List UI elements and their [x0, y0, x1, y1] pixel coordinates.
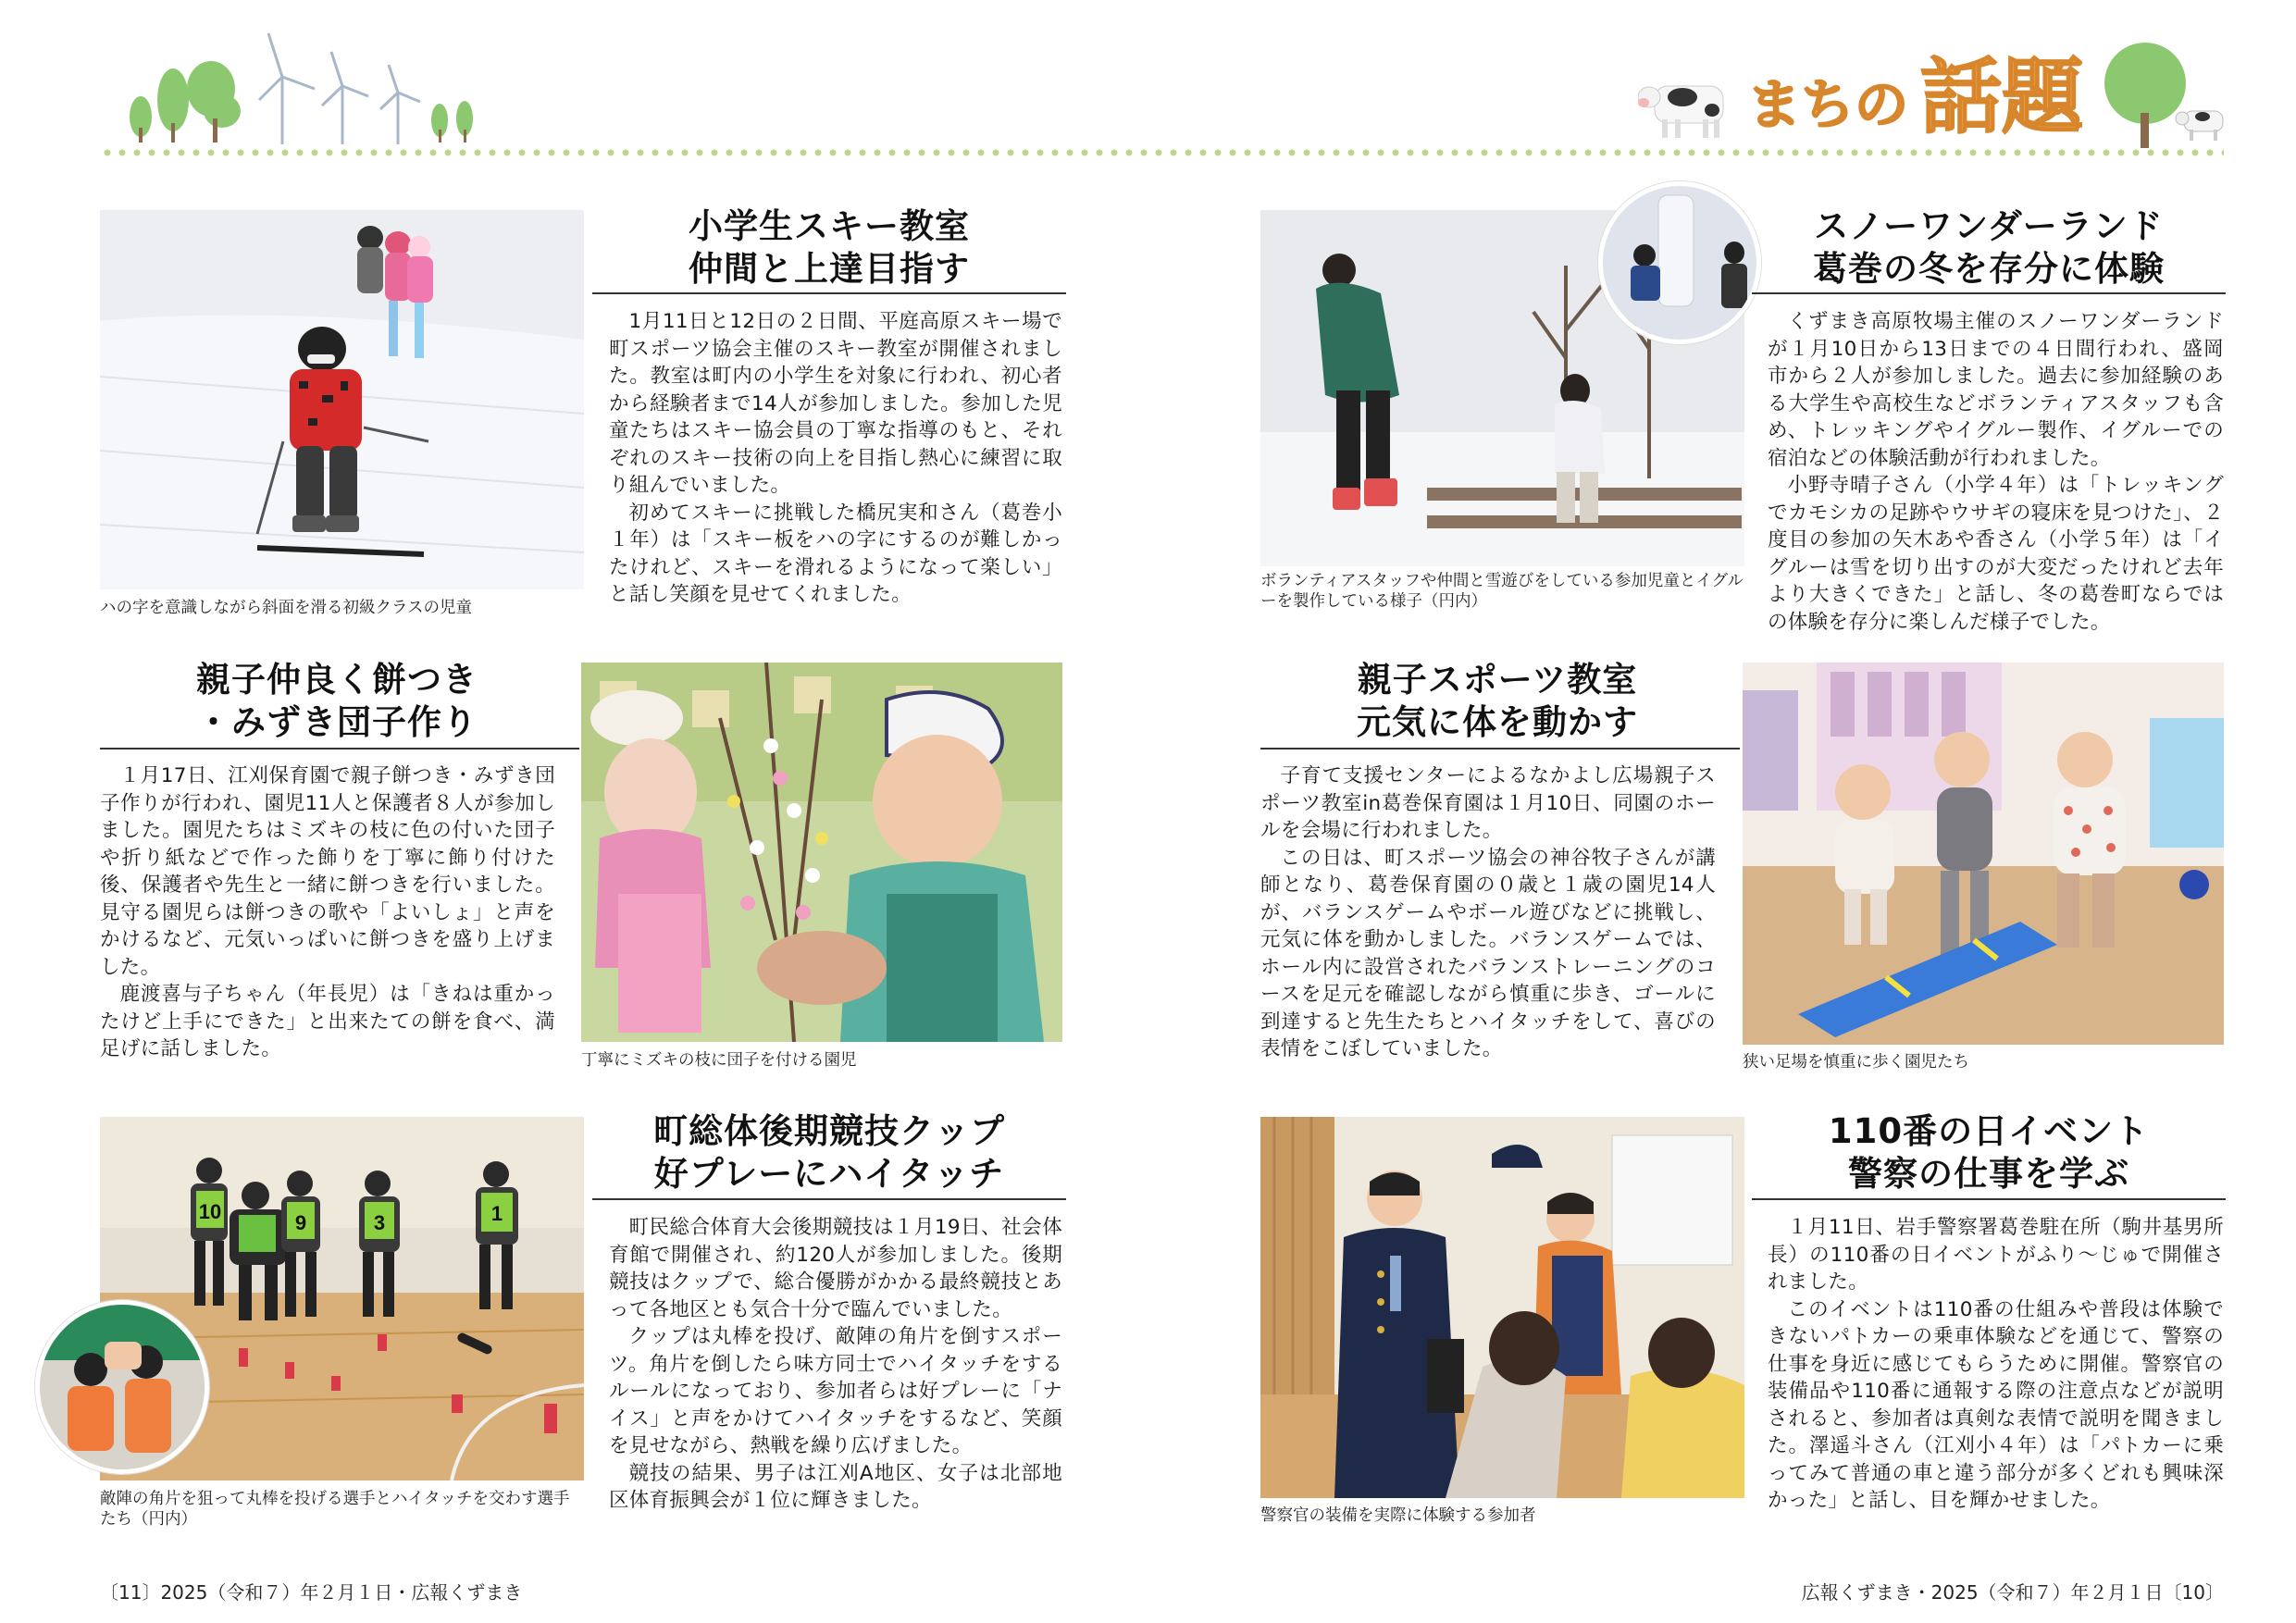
police-paragraph: このイベントは110番の仕組みや普段は体験できないパトカーの乗車体験などを通じて、警察の仕事を身近に感じてもらうために開催。警察官の装備品や110番に通報する際の注意点などが説明されると、参加者は真剣な表情で説明を聞きました。澤遥斗さん（江刈小４年）は「パトカーに乗ってみて普通の車と違う部分が多くどれも興味深かった」と話し、目を輝かせました。	[1768, 1297, 2224, 1512]
kupp-paragraph: 競技の結果、男子は江刈A地区、女子は北部地区体育振興会が１位に輝きました。	[609, 1461, 1062, 1512]
mochi-paragraph: １月17日、江刈保育園で親子餅つき・みずき団子作りが行われ、園児11人と保護者８人が参加しました。園児たちはミズキの枝に色の付いた団子や折り紙などで作った飾りを丁寧に飾り付けた後、保護者や先生と一緒に餅つきを行いました。見守る園児らは餅つきの歌や「よいしょ」と声をかけるなど、元気いっぱいに餅つきを盛り上げました。	[100, 764, 555, 979]
mochi-title-line2: ・みずき団子作り	[196, 702, 478, 742]
sports-title	[1260, 659, 1734, 744]
kupp-inset-photo	[35, 1300, 209, 1474]
kupp-body	[609, 1214, 1062, 1515]
sports-paragraph: 子育て支援センターによるなかよし広場親子スポーツ教室in葛巻保育園は１月10日、同園のホールを会場に行われました。	[1260, 764, 1716, 842]
kupp-title-line2: 好プレーにハイタッチ	[653, 1154, 1005, 1194]
police-paragraph: １月11日、岩手警察署葛巻駐在所（駒井基男所長）の110番の日イベントがふり～じゅで開催されました。	[1768, 1216, 2224, 1294]
bib-number: 9	[294, 1211, 307, 1234]
ski-body	[609, 308, 1062, 609]
header-small-cow-icon	[2175, 102, 2230, 143]
kupp-caption: 敵陣の角片を狙って丸棒を投げる選手とハイタッチを交わす選手たち（円内）	[100, 1490, 570, 1529]
kupp-paragraph: クップは丸棒を投げ、敵陣の角片を倒すスポーツ。角片を倒したら味方同士でハイタッチをするルールになっており、参加者らは好プレーに「ナイス」と声をかけてハイタッチをするなど、笑顔を見せながら、熱戦を繰り広げました。	[609, 1325, 1062, 1457]
sports-body	[1260, 762, 1716, 1063]
header-title-main: 話題	[1920, 49, 2084, 144]
kupp-title-line1: 町総体後期競技クップ	[653, 1111, 1005, 1151]
ski-title-rule	[592, 292, 1066, 294]
trees-windmills-icon	[120, 26, 500, 146]
police-title	[1752, 1110, 2226, 1196]
bib-number: 10	[198, 1200, 222, 1223]
snow-title-line1: スノーワンダーランド	[1814, 206, 2164, 246]
snow-title	[1752, 205, 2226, 291]
mochi-photo	[581, 663, 1062, 1042]
snow-body	[1768, 308, 2224, 636]
kupp-paragraph: 町民総合体育大会後期競技は１月19日、社会体育館で開催され、約120人が参加しました。後期競技はクップで、総合優勝がかかる最終競技とあって各地区とも気合十分で臨んでいました。	[609, 1216, 1062, 1321]
police-caption: 警察官の装備を実際に体験する参加者	[1260, 1506, 1536, 1525]
snow-title-rule	[1752, 292, 2226, 294]
ski-photo	[100, 210, 584, 589]
snow-inset-photo	[1598, 181, 1761, 344]
header-cow-icon	[1638, 69, 1740, 143]
mochi-paragraph: 鹿渡喜与子ちゃん（年長児）は「きねは重かったけど上手にできた」と出来たての餅を食べ、満足げに話しました。	[100, 983, 555, 1060]
snow-paragraph: 小野寺晴子さん（小学４年）は「トレッキングでカモシカの足跡やウサギの寝床を見つけた」、２度目の参加の矢木あや香さん（小学５年）は「イグルーは雪を切り出すのが大変だったけれど去年より大きくできた」と話し、冬の葛巻町ならではの体験を存分に楽しんだ様子でした。	[1768, 474, 2224, 634]
mochi-title-rule	[100, 748, 579, 750]
kupp-title	[592, 1110, 1066, 1196]
police-body	[1768, 1214, 2224, 1515]
ski-paragraph: 1月11日と12日の２日間、平庭高原スキー場で町スポーツ協会主催のスキー教室が開催されました。教室は町内の小学生を対象に行われ、初心者から経験者まで14人が参加しました。参加した児童たちはスキー協会員の丁寧な指導のもと、それぞれのスキー技術の向上を目指し熱心に練習に取り組んでいました。	[609, 310, 1062, 497]
mochi-caption: 丁寧にミズキの枝に団子を付ける園児	[581, 1051, 857, 1070]
snow-caption: ボランティアスタッフや仲間と雪遊びをしている参加児童とイグルーを製作している様子（円内）	[1260, 572, 1744, 611]
header-dotted-divider	[100, 148, 2224, 157]
ski-title	[592, 205, 1066, 291]
police-title-line2: 警察の仕事を学ぶ	[1848, 1154, 2129, 1194]
sports-photo	[1743, 663, 2224, 1045]
sports-title-line2: 元気に体を動かす	[1357, 702, 1638, 742]
header-decoration-left	[120, 26, 500, 146]
sports-title-line1: 親子スポーツ教室	[1357, 660, 1638, 700]
snow-title-line2: 葛巻の冬を存分に体験	[1813, 249, 2165, 289]
mochi-title-line1: 親子仲良く餅つき	[196, 660, 478, 700]
kupp-title-rule	[592, 1198, 1066, 1200]
sports-title-rule	[1260, 748, 1740, 750]
bib-number: 1	[490, 1202, 503, 1225]
footer-left: 〔11〕2025（令和７）年２月１日・広報くずまき	[100, 1581, 523, 1604]
police-photo	[1260, 1117, 1744, 1498]
police-title-rule	[1752, 1198, 2226, 1200]
ski-title-line1: 小学生スキー教室	[689, 206, 970, 246]
sports-caption: 狭い足場を慎重に歩く園児たち	[1743, 1053, 1969, 1072]
ski-paragraph: 初めてスキーに挑戦した橋尻実和さん（葛巻小１年）は「スキー板をハの字にするのが難しかったけれど、スキーを滑れるようになって楽しい」と話し笑顔を見せてくれました。	[609, 501, 1062, 606]
police-title-line1: 110番の日イベント	[1828, 1111, 2150, 1151]
mochi-title	[100, 659, 574, 744]
mochi-body	[100, 762, 555, 1063]
ski-caption: ハの字を意識しながら斜面を滑る初級クラスの児童	[100, 599, 472, 617]
footer-right: 広報くずまき・2025（令和７）年２月１日〔10〕	[1801, 1581, 2224, 1604]
ski-title-line2: 仲間と上達目指す	[689, 249, 970, 289]
sports-paragraph: この日は、町スポーツ協会の神谷牧子さんが講師となり、葛巻保育園の０歳と１歳の園児14人が、バランスゲームやボール遊びなどに挑戦し、元気に体を動かしました。バランスゲームでは、ホール内に設営されたバランストレーニングのコースを足元を確認しながら慎重に歩き、ゴールに到達すると先生たちとハイタッチをして、喜びの表情をこぼしていました。	[1260, 846, 1716, 1060]
bib-number: 3	[373, 1211, 386, 1234]
snow-paragraph: くずまき高原牧場主催のスノーワンダーランドが１月10日から13日までの４日間行われ、盛岡市から２人が参加しました。過去に参加経験のある大学生や高校生などボランティアスタッフも含め、トレッキングやイグルー製作、イグルーでの宿泊などの体験活動が行われました。	[1768, 310, 2224, 470]
header-title-prefix: まちの	[1747, 73, 1909, 136]
